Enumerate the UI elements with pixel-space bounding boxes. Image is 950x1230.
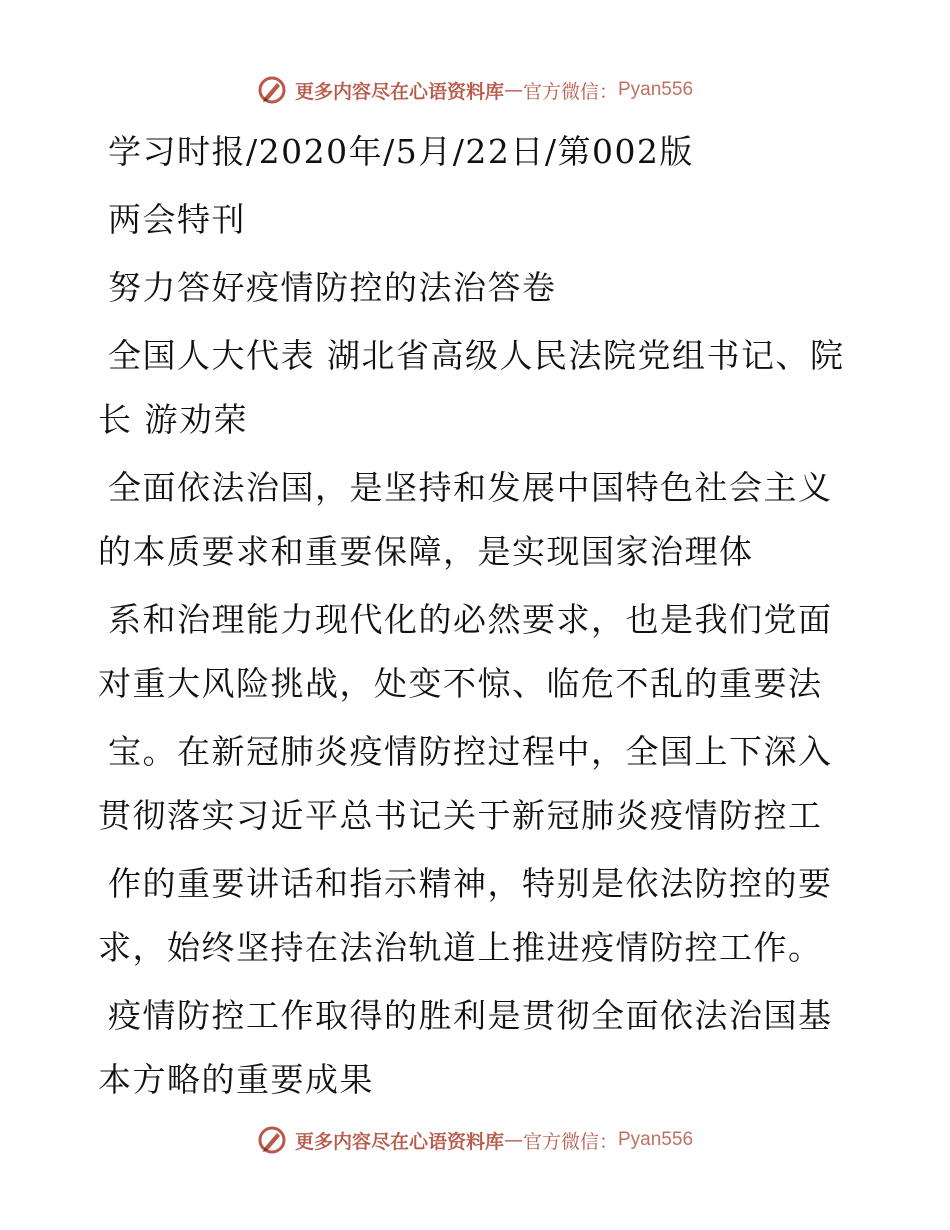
body-line: 对重大风险挑战，处变不惊、临危不乱的重要法	[98, 664, 823, 703]
pen-logo-icon	[257, 75, 287, 105]
subheading-line-cont: 本方略的重要成果	[98, 1060, 374, 1099]
source-line: 学习时报/2020年/5月/22日/第002版	[108, 132, 694, 171]
body-line: 贯彻落实习近平总书记关于新冠肺炎疫情防控工	[98, 796, 823, 835]
watermark-dash: —	[503, 1129, 523, 1151]
body-line: 作的重要讲话和指示精神，特别是依法防控的要	[108, 864, 833, 903]
article-title: 努力答好疫情防控的法治答卷	[108, 268, 557, 307]
watermark-sub-text: 官方微信：	[522, 1130, 618, 1153]
pen-logo-icon	[257, 1125, 287, 1155]
author-line-cont: 长 游劝荣	[98, 400, 248, 439]
watermark-sub-text: 官方微信：	[522, 80, 618, 103]
author-line: 全国人大代表 湖北省高级人民法院党组书记、院	[108, 336, 845, 375]
body-line: 系和治理能力现代化的必然要求，也是我们党面	[108, 600, 833, 639]
subheading-line: 疫情防控工作取得的胜利是贯彻全面依法治国基	[108, 996, 833, 1035]
watermark-wechat-id: Pyan556	[618, 79, 694, 100]
document-body	[98, 120, 858, 1112]
watermark-main-text: 更多内容尽在心语资料库	[294, 1130, 504, 1153]
watermark-wechat-id: Pyan556	[618, 1129, 694, 1150]
body-line: 全面依法治国，是坚持和发展中国特色社会主义	[108, 468, 833, 507]
footer-watermark	[0, 1120, 950, 1160]
header-watermark	[0, 70, 950, 110]
body-line: 的本质要求和重要保障，是实现国家治理体	[98, 532, 754, 571]
section-label: 两会特刊	[108, 200, 246, 239]
watermark-main-text: 更多内容尽在心语资料库	[294, 80, 504, 103]
body-line: 宝。在新冠肺炎疫情防控过程中，全国上下深入	[108, 732, 833, 771]
body-line: 求，始终坚持在法治轨道上推进疫情防控工作。	[98, 928, 823, 967]
watermark-dash: —	[503, 79, 523, 101]
